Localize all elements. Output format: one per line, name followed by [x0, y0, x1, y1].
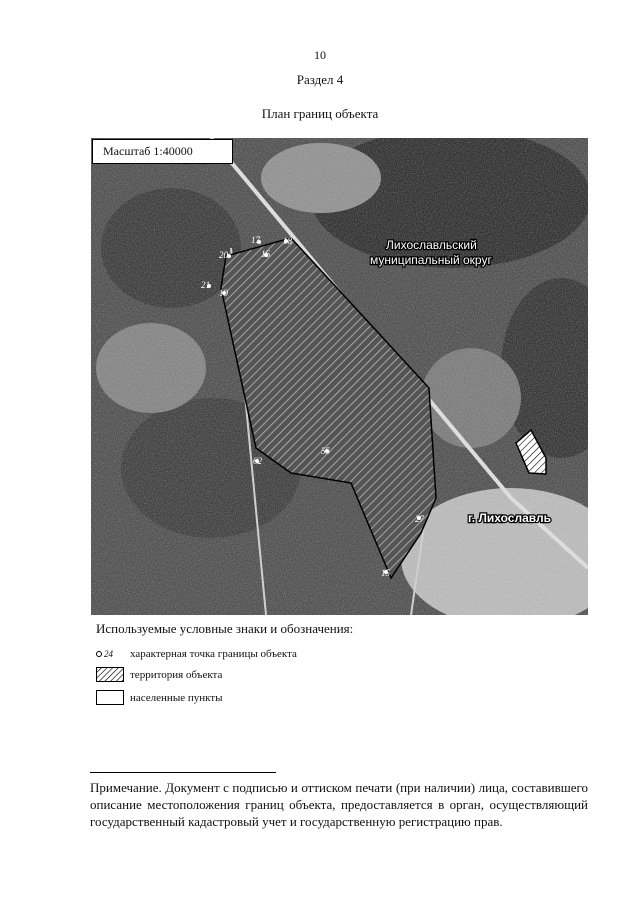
legend-label: населенные пункты: [130, 691, 223, 704]
point-label: 16: [261, 249, 270, 259]
city-label: г. Лихославль: [468, 511, 551, 525]
point-label: 18: [283, 236, 292, 246]
point-label: 62: [253, 456, 262, 466]
plan-title: План границ объекта: [261, 106, 379, 121]
point-label: 55: [321, 446, 330, 456]
boundary-point-icon: [96, 649, 124, 659]
legend-heading: Используемые условные знаки и обозначения:: [96, 621, 354, 636]
legend-symbol-text: 24: [104, 649, 113, 659]
footnote-text: Примечание. Документ с подписью и оттиском печати (при наличии) лица, составившего описание местоположения границ объекта, предоставляется в орган, осуществляющий государственный кадастровый учет и государственную регистрацию прав.: [90, 780, 588, 829]
point-label: 21: [201, 280, 210, 290]
settlement-outline-icon: [96, 690, 124, 705]
page-number: 10: [314, 48, 326, 62]
point-label: 27: [415, 514, 424, 524]
legend-item-territory: [96, 667, 222, 682]
scale-label: Масштаб 1:40000: [92, 139, 233, 164]
hatched-territory-icon: [96, 667, 124, 682]
legend-item-boundary-point: [96, 648, 297, 660]
legend-label: характерная точка границы объекта: [130, 648, 297, 660]
legend-label: территория объекта: [130, 668, 223, 681]
point-label: 20: [219, 250, 228, 260]
point-label: 19: [219, 288, 228, 298]
point-label: 15: [381, 568, 390, 578]
footnote-divider: [90, 772, 276, 773]
point-label: 17: [251, 235, 260, 245]
district-label: муниципальный округ: [370, 253, 492, 267]
legend-item-settlements: [96, 690, 223, 705]
section-title: Раздел 4: [296, 72, 344, 87]
district-label: Лихославльский: [386, 238, 477, 252]
satellite-map: [91, 138, 588, 615]
